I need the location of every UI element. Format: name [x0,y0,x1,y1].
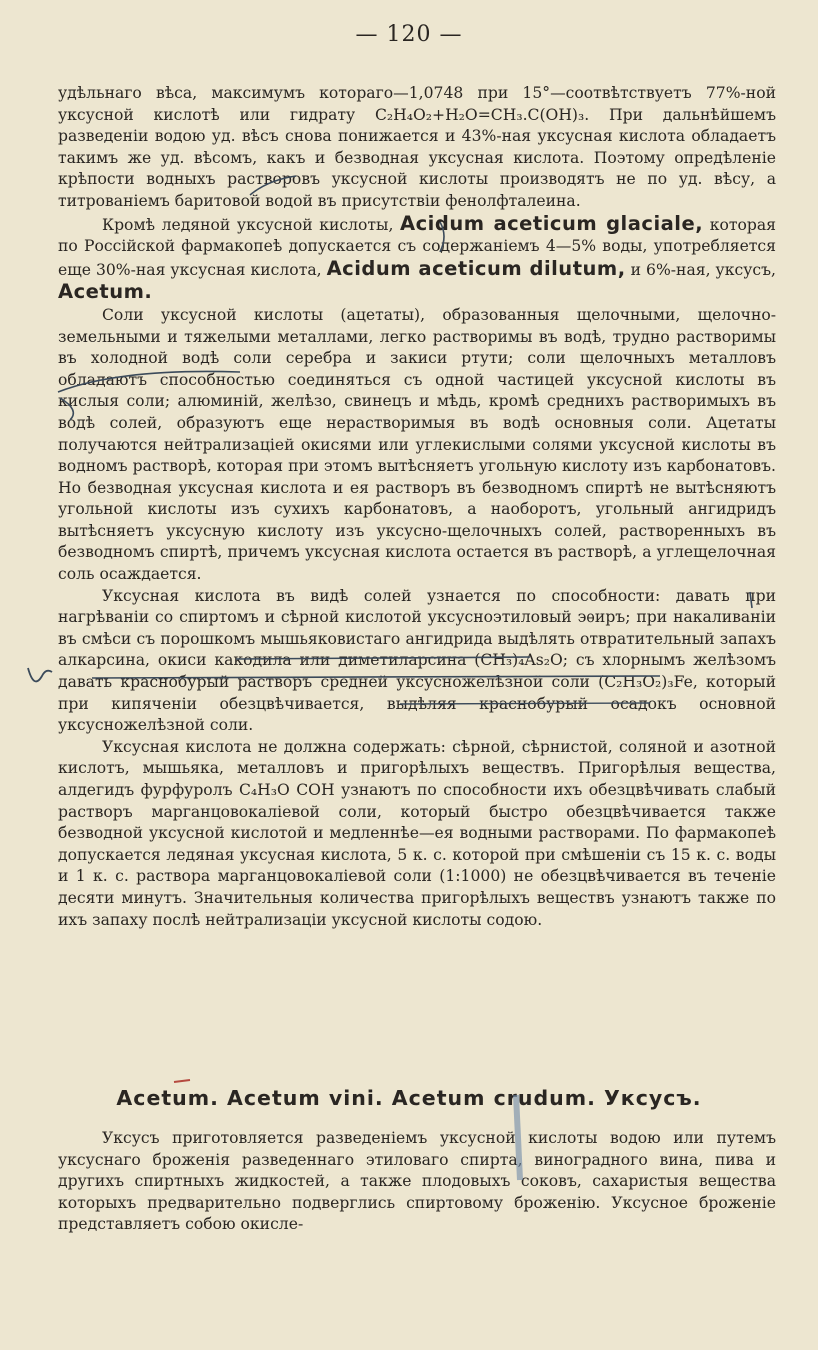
paragraph-acid-forms-end: и 6%-ная, уксусъ, [625,260,776,279]
paragraph-detection: Уксусная кислота въ видѣ солей узнается по способности: давать при нагрѣваніи со спиртомъ и сѣрной кислотой уксусноэтиловый эѳиръ; при накаливаніи въ смѣси съ порошкомъ мышьяковистаго ангидрида выдѣлять отвратительный запахъ алкарсина, окиси какодила или диметиларсина (CH₃)₄As₂O; съ хлорнымъ желѣзомъ давать краснобурый растворъ средней уксусножелѣзной соли (C₂H₃O₂)₃Fe, который при кипяченіи обезцвѣчивается, выдѣляя краснобурый осадокъ основной уксусножелѣзной соли. [58,586,776,735]
paragraph-acid-forms-mid: которая по Россійской фармакопеѣ допускается съ содержаніемъ 4—5% воды, употребляется еще 30%-ная уксусная кислота, [58,215,776,279]
pencil-margin-mark [28,668,52,681]
latin-term-dilutum: Acidum aceticum dilutum, [326,256,626,280]
latin-term-acetum: Acetum. [58,280,153,304]
paragraph-acid-forms [58,213,776,305]
pencil-stroke-7 [174,1080,190,1082]
paragraph-vinegar-preparation: Уксусъ приготовляется разведеніемъ уксусной кислоты водою или путемъ уксуснаго броженія разведеннаго этиловаго спирта, виноградного вина, пива и другихъ спиртныхъ жидкостей, а также плодовыхъ соковъ, сахаристыя вещества которыхъ предварительно подверглись спиртовому броженію. Уксусное броженіе представляетъ собою окисле- [58,1129,776,1234]
page-number: — 120 — [355,22,463,47]
main-text-block [58,83,776,931]
paragraph-salts: Соли уксусной кислоты (ацетаты), образованныя щелочными, щелочно-земельными и тяжелыми металлами, легко растворимы въ водѣ, трудно растворимы въ холодной водѣ соли серебра и закиси ртути; соли щелочныхъ металловъ обладаютъ способностью соединяться съ одной частицей уксусной кислоты въ кислыя соли; алюминій, желѣзо, свинецъ и мѣдь, кромѣ среднихъ растворимыхъ въ водѣ солей, образуютъ еще нерастворимыя въ водѣ основныя соли. Ацетаты получаются нейтрализаціей окисями или углекислыми солями уксусной кислоты въ водномъ растворѣ, которая при этомъ вытѣсняетъ угольную кислоту изъ карбонатовъ. Но безводная уксусная кислота и ея растворъ въ безводномъ спиртѣ не вытѣсняютъ угольной кислоты изъ сухихъ карбонатовъ, а наоборотъ, угольный ангидридъ вытѣсняетъ уксусную кислоту изъ уксусно-щелочныхъ солей, растворенныхъ въ безводномъ спиртѣ, причемъ уксусная кислота остается въ растворѣ, а углещелочная соль осаждается. [58,305,776,584]
section-text-block [58,1128,776,1236]
paragraph-impurities: Уксусная кислота не должна содержать: сѣрной, сѣрнистой, соляной и азотной кислотъ, мышьяка, металловъ и пригорѣлыхъ веществъ. Пригорѣлыя вещества, алдегидъ фурфуролъ C₄H₃O COH узнаютъ по способности ихъ обезцвѣчивать слабый растворъ марганцовокаліевой соли, который быстро обезцвѣчивается также безводной уксусной кислотой и медленнѣе—ея водными растворами. По фармакопеѣ допускается ледяная уксусная кислота, 5 к. с. которой при смѣшеніи съ 15 к. с. воды и 1 к. с. раствора марганцовокаліевой соли (1:1000) не обезцвѣчивается въ теченіе десяти минутъ. Значительныя количества пригорѣлыхъ веществъ узнаютъ также по ихъ запаху послѣ нейтрализаціи уксусной кислоты содою. [58,737,776,929]
paragraph-acid-forms-intro: Кромѣ ледяной уксусной кислоты, [102,215,401,234]
paragraph-specific-gravity: удѣльнаго вѣса, максимумъ котораго—1,0748 при 15°—соотвѣтствуетъ 77%-ной уксусной кислотѣ или гидрату C₂H₄O₂+H₂O=CH₃.C(OH)₃. При дальнѣйшемъ разведеніи водою уд. вѣсъ снова понижается и 43%-ная уксусная кислота обладаетъ такимъ же уд. вѣсомъ, какъ и безводная уксусная кислота. Поэтому опредѣленіе крѣпости водныхъ растворовъ уксусной кислоты производятъ не по уд. вѣсу, а титрованіемъ баритовой водой въ присутствіи фенолфталеина. [58,84,776,210]
latin-term-glaciale: Acidum aceticum glaciale, [400,211,704,235]
section-heading-acetum: Acetum. Acetum vini. Acetum crudum. Уксусъ. [116,1086,702,1110]
